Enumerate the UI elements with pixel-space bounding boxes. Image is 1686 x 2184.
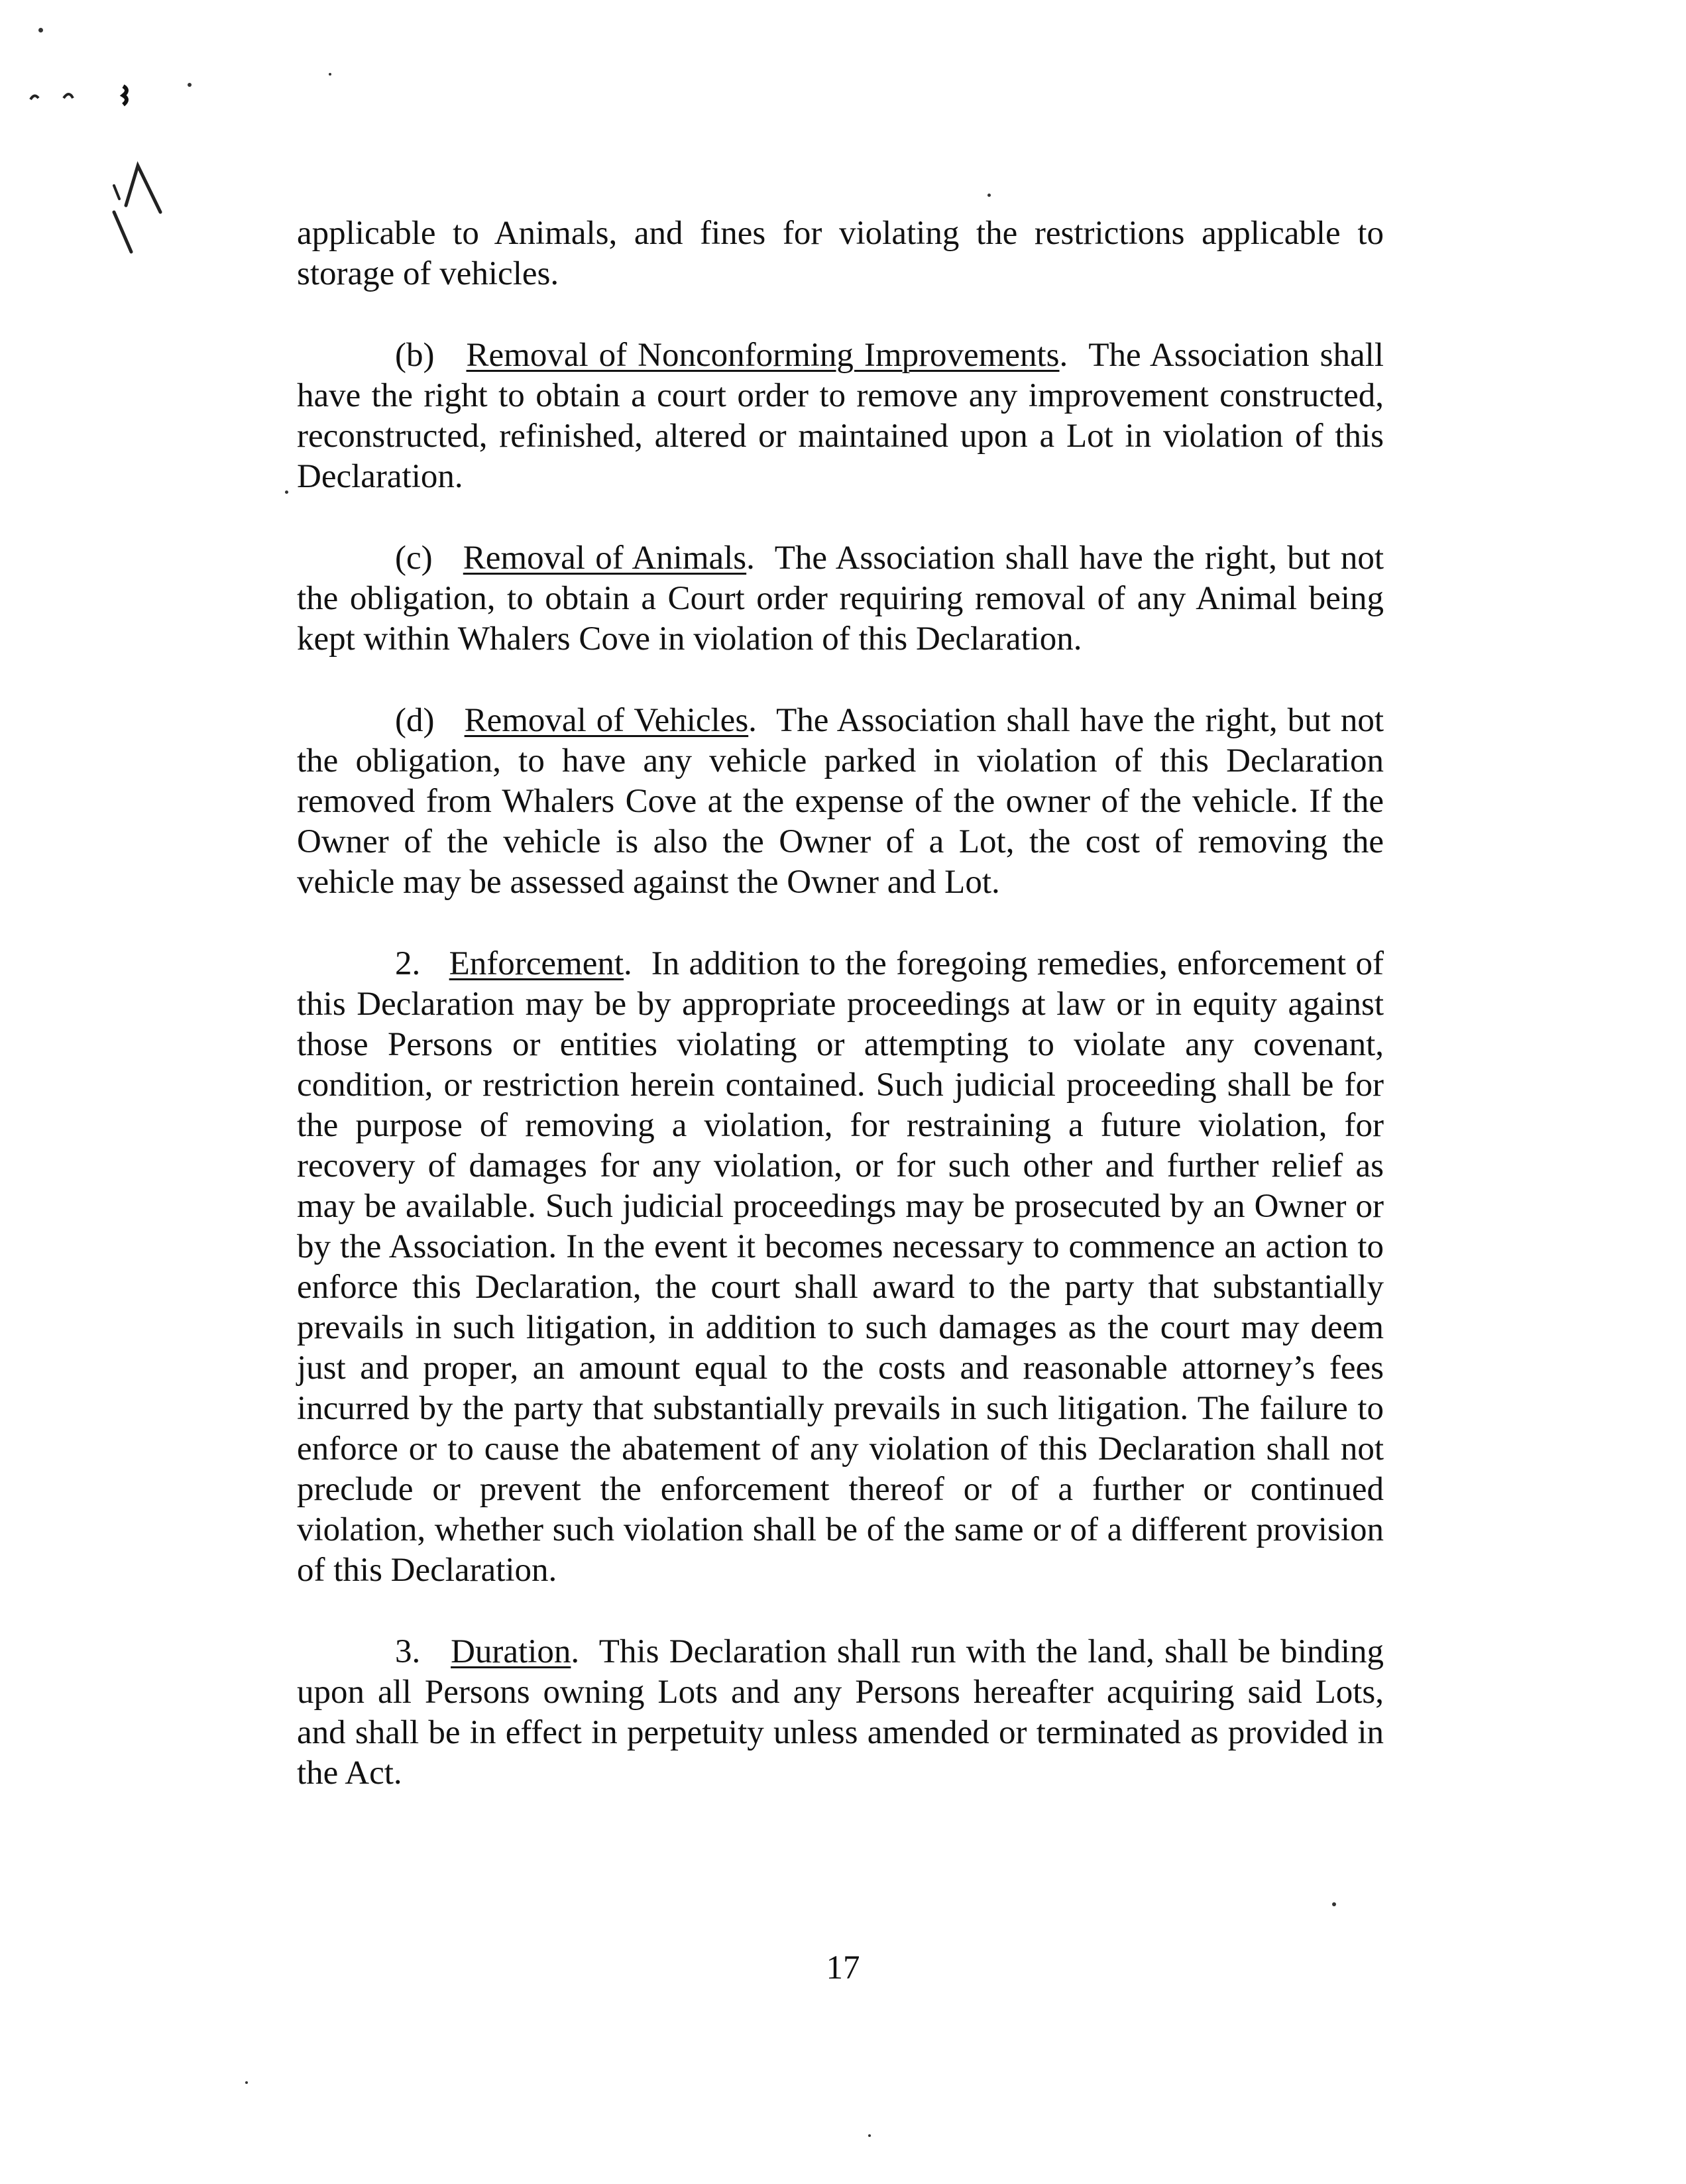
intro-paragraph — [297, 213, 1384, 294]
subsection-text: The Association shall have the right, but not the obligation, to obtain a Court order requiring removal of any Animal being kept within Whalers Cove in violation of this Declaration. — [297, 540, 1384, 658]
subsection-heading: Removal of Nonconforming Improvements — [466, 337, 1060, 374]
scan-speck — [987, 194, 991, 197]
subsection-heading: Removal of Animals — [463, 540, 747, 577]
section-duration: 3. Duration. This Declaration shall run with the land, shall be binding upon all Persons owning Lots and any Persons hereafter acquiring said Lots, and shall be in effect in perpetuity unless amended or terminated as provided in the Act. — [297, 1633, 1384, 1792]
subsection-b: (b) Removal of Nonconforming Improvements. The Association shall have the right to obtain a court order to remove any improvement constructed, reconstructed, refinished, altered or maintained upon a Lot in violation of this Declaration. — [297, 337, 1384, 495]
intro-text: applicable to Animals, and fines for violating the restrictions applicable to storage of vehicles. — [297, 215, 1384, 292]
page-number: 17 — [826, 1949, 860, 1986]
section-marker: 2. — [395, 945, 421, 982]
scan-artifact-marks — [24, 73, 196, 119]
handwritten-margin-mark — [99, 159, 172, 259]
subsection-marker: (b) — [395, 337, 435, 374]
subsection-marker: (d) — [395, 702, 435, 739]
scan-speck — [329, 73, 331, 76]
scan-speck — [285, 490, 288, 494]
section-heading: Duration — [451, 1633, 571, 1670]
subsection-c: (c) Removal of Animals. The Association shall have the right, but not the obligation, to obtain a Court order requiring removal of any Animal being kept within Whalers Cove in violation of this Declaration. — [297, 540, 1384, 658]
document-body — [297, 213, 1384, 1835]
scan-speck — [245, 2081, 248, 2084]
subsection-text: The Association shall have the right to obtain a court order to remove any improvement constructed, reconstructed, refinished, altered or maintained upon a Lot in violation of this Declaration. — [297, 337, 1384, 495]
section-marker: 3. — [395, 1633, 421, 1670]
subsection-heading: Removal of Vehicles — [464, 702, 749, 739]
subsection-text: The Association shall have the right, but not the obligation, to have any vehicle parked in violation of this Declaration removed from Whalers Cove at the expense of the owner of the vehicle. If the Owner of the vehicle is also the Owner of a Lot, the cost of removing the vehicle may be assessed against the Owner and Lot. — [297, 702, 1384, 901]
section-enforcement: 2. Enforcement. In addition to the foregoing remedies, enforcement of this Declaration may be by appropriate proceedings at law or in equity against those Persons or entities violating or attempting to violate any covenant, condition, or restriction herein contained. Such judicial proceeding shall be for the purpose of removing a violation, for restraining a future violation, for recovery of damages for any violation, or for such other and further relief as may be available. Such judicial proceedings may be prosecuted by an Owner or by the Association. In the event it becomes necessary to commence an action to enforce this Declaration, the court shall award to the party that substantially prevails in such litigation, in addition to such damages as the court may deem just and proper, an amount equal to the costs and reasonable attorney’s fees incurred by the party that substantially prevails in such litigation. The failure to enforce or to cause the abatement of any violation of this Declaration shall not preclude or prevent the enforcement thereof or of a further or continued violation, whether such violation shall be of the same or of a different provision of this Declaration. — [297, 945, 1384, 1589]
section-text: In addition to the foregoing remedies, enforcement of this Declaration may be by appropriate proceedings at law or in equity against those Persons or entities violating or attempting to violate any covenant, condition, or restriction herein contained. Such judicial proceeding shall be for the purpose of removing a violation, for restraining a future violation, for recovery of damages for any violation, or for such other and further relief as may be available. Such judicial proceedings may be prosecuted by an Owner or by the Association. In the event it becomes necessary to commence an action to enforce this Declaration, the court shall award to the party that substantially prevails in such litigation, in addition to such damages as the court may deem just and proper, an amount equal to the costs and reasonable attorney’s fees incurred by the party that substantially prevails in such litigation. The failure to enforce or to cause the abatement of any violation of this Declaration shall not preclude or prevent the enforcement thereof or of a further or continued violation, whether such violation shall be of the same or of a different provision of this Declaration. — [297, 945, 1384, 1589]
scan-speck — [38, 28, 43, 32]
scan-speck — [868, 2134, 871, 2137]
section-heading: Enforcement — [449, 945, 624, 982]
subsection-d: (d) Removal of Vehicles. The Association shall have the right, but not the obligation, to have any vehicle parked in violation of this Declaration removed from Whalers Cove at the expense of the owner of the vehicle. If the Owner of the vehicle is also the Owner of a Lot, the cost of removing the vehicle may be assessed against the Owner and Lot. — [297, 702, 1384, 901]
subsection-marker: (c) — [395, 540, 433, 577]
scan-speck — [1332, 1902, 1336, 1906]
section-text: This Declaration shall run with the land, shall be binding upon all Persons owning Lots and any Persons hereafter acquiring said Lots, and shall be in effect in perpetuity unless amended or terminated as provided in the Act. — [297, 1633, 1384, 1792]
